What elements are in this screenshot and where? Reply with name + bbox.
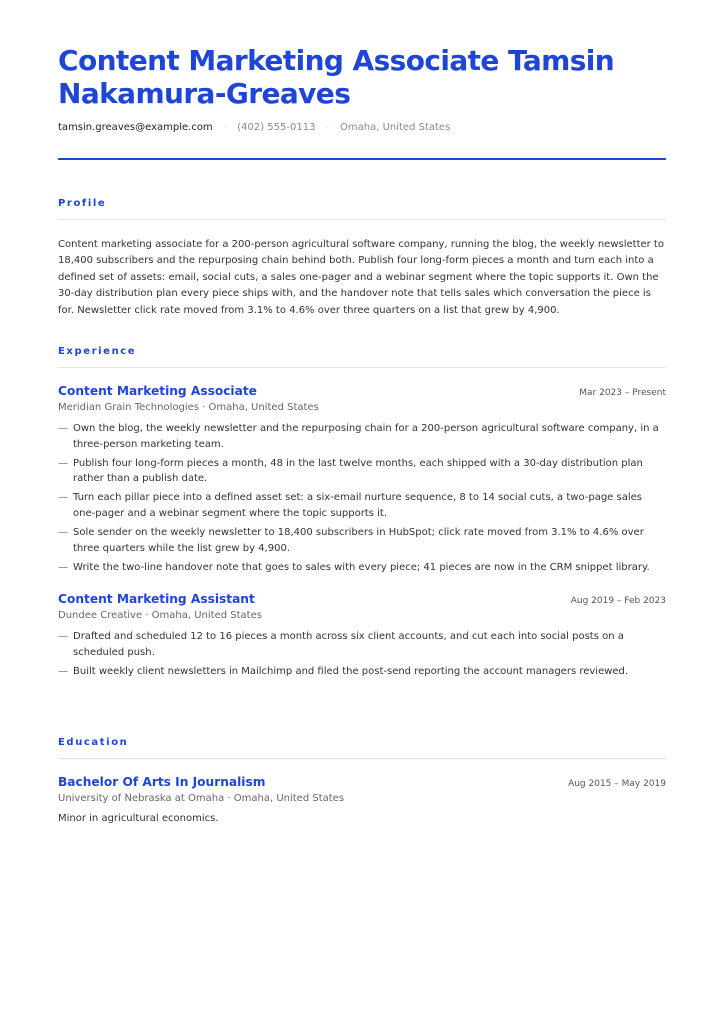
dash-glyph: — [58, 666, 68, 678]
contact-separator: · [223, 123, 227, 132]
profile-section [58, 198, 666, 319]
experience-section [58, 346, 666, 683]
job-bullets [58, 629, 666, 679]
bullet-text: Sole sender on the weekly newsletter to 18,400 subscribers in HubSpot; click rate moved from 3.1% to 4.6% over three quarters while the list grew by 4,900. [73, 527, 644, 554]
profile-summary: Content marketing associate for a 200-person agricultural software company, running the blog, the weekly newsletter to 18,400 subscribers and the repurposing chain behind both. Publish four long-form pieces a month and turn each into a defined set of assets: email, social cuts, a sales one-pager and a webinar segment where the topic supports it. Own the 30-day distribution plan every piece ships with, and the handover note that tells sales which conversation the piece is for. Newsletter click rate moved from 3.1% to 4.6% over three quarters on a list that grew by 4,900. [58, 239, 664, 316]
contact-separator: · [326, 123, 329, 132]
dash-glyph: — [58, 631, 68, 643]
section-title-profile: Profile [58, 198, 107, 209]
degree-title: Bachelor Of Arts In Journalism [58, 775, 266, 789]
education-dates: Aug 2015 – May 2019 [568, 779, 666, 789]
list-item [58, 456, 666, 487]
list-item [58, 525, 666, 556]
job-bullets [58, 421, 666, 575]
contact-line [58, 121, 666, 134]
list-item [58, 560, 666, 576]
section-divider [58, 367, 666, 368]
section-divider [58, 758, 666, 759]
page-title: Content Marketing Associate Tamsin Nakamura-Greaves [58, 44, 615, 110]
dash-glyph: — [58, 527, 68, 539]
bullet-text: Publish four long-form pieces a month, 48 in the last twelve months, each shipped with a 30-day distribution plan rather than a publish date. [73, 457, 643, 485]
dash-glyph: — [58, 561, 68, 573]
section-divider [58, 219, 666, 220]
dash-glyph: — [58, 423, 68, 434]
contact-email: tamsin.greaves@example.com [58, 122, 213, 133]
header-divider [58, 158, 666, 160]
list-item [58, 490, 666, 521]
bullet-text: Drafted and scheduled 12 to 16 pieces a month across six client accounts, and cut each into social posts on a scheduled push. [73, 631, 624, 658]
job-title: Content Marketing Associate [58, 384, 257, 398]
section-title-education: Education [58, 737, 129, 748]
dash-glyph: — [58, 457, 68, 469]
bullet-text: Turn each pillar piece into a defined asset set: a six-email nurture sequence, 8 to 14 social cuts, a two-page sales one-pager and a webinar segment where the topic supports it. [73, 492, 642, 519]
contact-phone: (402) 555-0113 [237, 122, 316, 133]
education-section [58, 737, 666, 824]
list-item [58, 664, 666, 680]
list-item [58, 421, 666, 452]
job-entry [58, 592, 666, 679]
job-title: Content Marketing Assistant [58, 592, 255, 607]
job-dates: Aug 2019 – Feb 2023 [570, 596, 666, 607]
resume-header [58, 44, 666, 160]
bullet-text: Own the blog, the weekly newsletter and the repurposing chain for a 200-person agricultural software company, in a three-person marketing team. [73, 423, 659, 450]
bullet-text: Write the two-line handover note that goes to sales with every piece; 41 pieces are now in the CRM snippet library. [73, 561, 650, 573]
dash-glyph: — [58, 492, 68, 504]
job-entry [58, 384, 666, 575]
job-organization: Dundee Creative · Omaha, United States [58, 610, 262, 622]
job-organization: Meridian Grain Technologies · Omaha, United States [58, 402, 319, 413]
bullet-text: Built weekly client newsletters in Mailchimp and filed the post-send reporting the account managers reviewed. [73, 666, 629, 678]
contact-location: Omaha, United States [340, 122, 451, 133]
section-title-experience: Experience [58, 346, 137, 357]
education-entry [58, 775, 666, 824]
list-item [58, 629, 666, 660]
education-note: Minor in agricultural economics. [58, 813, 219, 824]
school-name: University of Nebraska at Omaha · Omaha, United States [58, 793, 345, 804]
job-dates: Mar 2023 – Present [579, 388, 666, 398]
